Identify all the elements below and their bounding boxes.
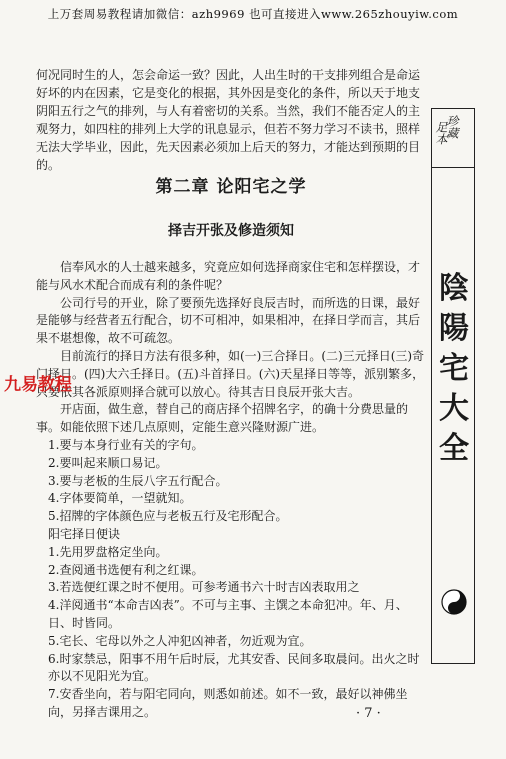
list-item: 4.洋阅通书“本命吉凶表”。不可与主事、主馔之本命犯冲。年、月、日、时皆同。 bbox=[48, 598, 408, 630]
series-label-a: 珍藏 bbox=[445, 115, 459, 139]
chapter-title: 第二章 论阳宅之学 bbox=[155, 177, 307, 197]
body-text bbox=[36, 259, 426, 722]
paragraph: 信奉风水的人士越来越多，究竟应如何选择商家住宅和怎样摆设，才能与风水术配合而成有利的条件呢？ bbox=[36, 260, 421, 292]
series-box bbox=[432, 109, 474, 168]
list-item: 3.要与老板的生辰八字五行配合。 bbox=[48, 473, 228, 488]
book-title bbox=[438, 269, 470, 469]
title-char: 陰 bbox=[439, 271, 469, 306]
signboard-rules-list bbox=[36, 437, 426, 722]
watermark: 九易教程 bbox=[4, 375, 72, 395]
list-item: 4.字体要简单，一望就知。 bbox=[48, 491, 192, 506]
intro-text: 何况同时生的人，怎会命运一致？因此，人出生时的干支排列组合是命运好坏的内在因素，它是变化的根据，其外因是变化的条件，所以天于地支阴阳五行之气的排列，与人有着密切的关系。当然，我们不能否定人的主观努力，如四柱的排列上大学的讯息显示，但若不努力学习不读书，照样无法大学毕业，因此，先天因素必须加上后天的努力，才能达到预期的目的。 bbox=[36, 68, 421, 172]
list-item: 3.若选便红课之时不便用。可参考通书六十时吉凶表取用之 bbox=[48, 580, 360, 595]
series-label-b: 足本 bbox=[434, 121, 448, 145]
list-item: 7.安香坐向，若与阳宅同向，则悉如前述。如不一致，最好以神佛坐向，另择吉课用之。 bbox=[48, 687, 408, 719]
paragraph: 公司行号的开业，除了要预先选择好良辰吉时，而所选的日课，最好是能够与经营者五行配合，切不可相冲，如果相冲，在择日学而言，其后果不堪想像，故不可疏忽。 bbox=[36, 295, 421, 346]
list-item: 1.要与本身行业有关的字句。 bbox=[48, 437, 204, 452]
list-item: 5.招牌的字体颜色应与老板五行及宅形配合。 bbox=[48, 509, 288, 524]
list-item: 5.宅长、宅母以外之人冲犯凶神者，勿近观为宜。 bbox=[48, 633, 312, 648]
title-char: 全 bbox=[439, 431, 469, 466]
page-number: · 7 · bbox=[356, 706, 381, 721]
list-item: 2.要叫起来顺口易记。 bbox=[48, 455, 168, 470]
title-char: 陽 bbox=[439, 311, 469, 346]
paragraph: 开店面，做生意，替自己的商店择个招牌名字，的确十分费思量的事。如能依照下述几点原则，定能生意兴隆财源广进。 bbox=[36, 402, 409, 435]
intro-paragraph bbox=[36, 66, 426, 174]
list-item: 6.时家禁忌，阳事不用午后时辰，尤其安香、民间多取晨问。出火之时亦以不见阳光为宜。 bbox=[48, 651, 420, 684]
yin-yang-icon bbox=[441, 589, 467, 619]
book-sidebar bbox=[431, 108, 475, 664]
title-char: 宅 bbox=[439, 351, 469, 386]
title-char: 大 bbox=[439, 391, 469, 426]
paragraph: 目前流行的择日方法有很多种，如(一)三合择日。(二)三元择日(三)奇门择日。(四)大六壬择日。(五)斗首择日。(六)天星择日等等，派别繁多，只要依其各派原则择合就可以放心。待其吉日良辰开张大吉。 bbox=[36, 348, 425, 399]
list-item: 1.先用罗盘格定坐向。 bbox=[48, 544, 168, 559]
ad-banner[interactable]: 上万套周易教程请加微信：azh9969 也可直接进入www.265zhouyiw.com bbox=[47, 7, 459, 21]
list-item: 2.查阅通书选便有利之红课。 bbox=[48, 562, 204, 577]
section-title: 择吉开张及修造须知 bbox=[168, 223, 294, 239]
subheading: 阳宅择日便诀 bbox=[48, 526, 121, 541]
